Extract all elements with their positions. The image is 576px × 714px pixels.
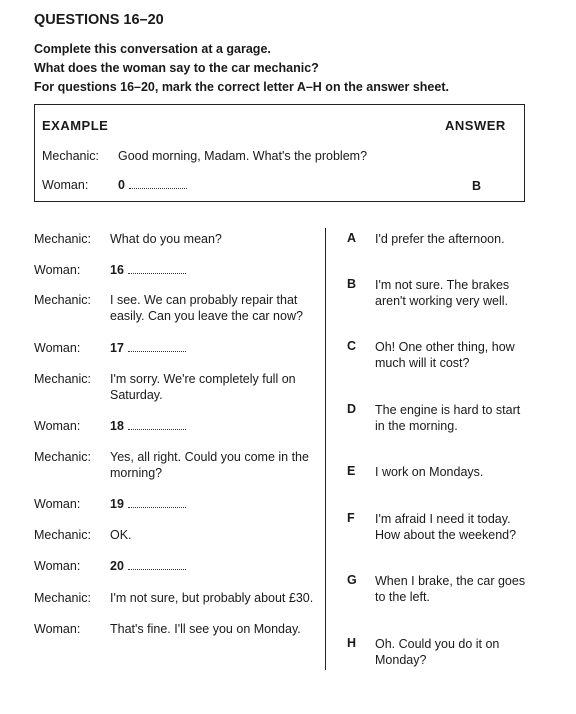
speaker-label: Mechanic: [34, 232, 91, 246]
option-letter: D [347, 402, 357, 416]
speaker-label: Woman: [34, 559, 81, 573]
option-letter: G [347, 573, 357, 587]
speaker-label: Woman: [34, 497, 81, 511]
option-text: The engine is hard to start in the morning. [375, 403, 521, 433]
speaker-label: Woman: [34, 622, 81, 636]
answer-gap-18: 18 [110, 418, 186, 434]
instruction-line-1: Complete this conversation at a garage. [34, 42, 271, 56]
example-header: EXAMPLE [42, 118, 109, 133]
example-answer-letter: B [472, 179, 482, 193]
speaker-label: Woman: [34, 341, 81, 355]
instruction-line-2: What does the woman say to the car mechanic? [34, 61, 319, 75]
option-letter: E [347, 464, 356, 478]
dialogue-line: I see. We can probably repair that easily. Can you leave the car now? [110, 293, 303, 323]
option-letter: B [347, 277, 357, 291]
option-letter: A [347, 231, 357, 245]
answer-header: ANSWER [445, 118, 506, 133]
answer-gap-20: 20 [110, 558, 186, 574]
option-text: Oh! One other thing, how much will it cost? [375, 340, 515, 370]
answer-gap-17: 17 [110, 340, 186, 356]
option-text: I work on Mondays. [375, 465, 484, 479]
column-divider [325, 228, 326, 670]
speaker-label: Mechanic: [34, 450, 91, 464]
dialogue-line: I'm not sure, but probably about £30. [110, 591, 314, 605]
speaker-label: Mechanic: [34, 293, 91, 307]
example-mechanic-line: Good morning, Madam. What's the problem? [118, 149, 368, 163]
example-mechanic-speaker: Mechanic: [42, 149, 99, 163]
dialogue-line: What do you mean? [110, 232, 222, 246]
option-text: Oh. Could you do it on Monday? [375, 637, 500, 667]
option-text: I'm not sure. The brakes aren't working very well. [375, 278, 510, 308]
option-letter: C [347, 339, 357, 353]
option-text: I'm afraid I need it today. How about the weekend? [375, 512, 517, 542]
dialogue-line: Yes, all right. Could you come in the morning? [110, 450, 309, 480]
option-text: I'd prefer the afternoon. [375, 232, 505, 246]
speaker-label: Woman: [34, 263, 81, 277]
option-letter: H [347, 636, 357, 650]
dialogue-line: OK. [110, 528, 132, 542]
example-woman-speaker: Woman: [42, 178, 89, 192]
speaker-label: Woman: [34, 419, 81, 433]
instruction-line-3: For questions 16–20, mark the correct letter A–H on the answer sheet. [34, 80, 449, 94]
option-text: When I brake, the car goes to the left. [375, 574, 526, 604]
dialogue-line: That's fine. I'll see you on Monday. [110, 622, 301, 636]
speaker-label: Mechanic: [34, 528, 91, 542]
answer-gap-19: 19 [110, 496, 186, 512]
answer-gap-16: 16 [110, 262, 186, 278]
questions-title: QUESTIONS 16–20 [34, 12, 164, 28]
example-woman-answer: 0 [118, 177, 187, 193]
speaker-label: Mechanic: [34, 372, 91, 386]
dialogue-line: I'm sorry. We're completely full on Saturday. [110, 372, 296, 402]
speaker-label: Mechanic: [34, 591, 91, 605]
option-letter: F [347, 511, 355, 525]
